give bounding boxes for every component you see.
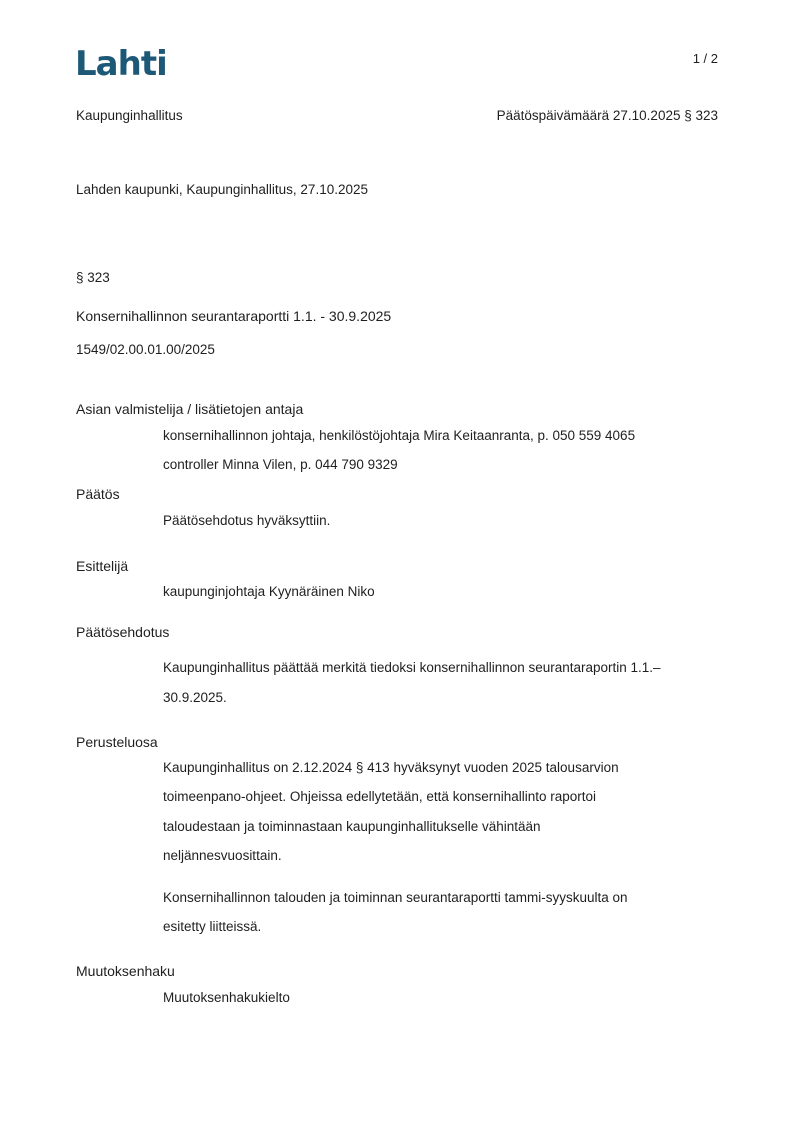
preparer-heading: Asian valmistelija / lisätietojen antaja: [76, 401, 304, 417]
decision-date-section: Päätöspäivämäärä 27.10.2025 § 323: [496, 108, 718, 123]
proposal-heading: Päätösehdotus: [76, 624, 170, 640]
rationale-p2-line-2: esitetty liitteissä.: [163, 919, 262, 934]
rationale-p2-line-1: Konsernihallinnon talouden ja toiminnan seurantaraportti tammi-syyskuulta on: [163, 890, 628, 905]
document-title: Konsernihallinnon seurantaraportti 1.1. - 30.9.2025: [76, 308, 392, 324]
decision-heading: Päätös: [76, 486, 120, 502]
page-number: 1 / 2: [692, 51, 718, 66]
rationale-p1-line-2: toimeenpano-ohjeet. Ohjeissa edellytetään, että konsernihallinto raportoi: [163, 789, 597, 804]
section-number: § 323: [76, 270, 110, 285]
record-number: 1549/02.00.01.00/2025: [76, 342, 215, 357]
meeting-line: Lahden kaupunki, Kaupunginhallitus, 27.10.2025: [76, 182, 368, 197]
rationale-heading: Perusteluosa: [76, 734, 158, 750]
appeal-text: Muutoksenhakukielto: [163, 990, 290, 1005]
decision-body: Kaupunginhallitus: [76, 108, 183, 123]
presenter-heading: Esittelijä: [76, 558, 129, 574]
proposal-line-2: 30.9.2025.: [163, 690, 227, 705]
decision-text: Päätösehdotus hyväksyttiin.: [163, 513, 331, 528]
rationale-p1-line-4: neljännesvuosittain.: [163, 848, 282, 863]
lahti-logo: Lahti: [75, 44, 167, 84]
rationale-p1-line-3: taloudestaan ja toiminnastaan kaupunginhallitukselle vähintään: [163, 819, 541, 834]
presenter-text: kaupunginjohtaja Kyynäräinen Niko: [163, 584, 375, 599]
appeal-heading: Muutoksenhaku: [76, 963, 175, 979]
proposal-line-1: Kaupunginhallitus päättää merkitä tiedoksi konsernihallinnon seurantaraportin 1.1.–: [163, 660, 661, 675]
preparer-line-2: controller Minna Vilen, p. 044 790 9329: [163, 457, 398, 472]
preparer-line-1: konsernihallinnon johtaja, henkilöstöjohtaja Mira Keitaanranta, p. 050 559 4065: [163, 428, 636, 443]
rationale-p1-line-1: Kaupunginhallitus on 2.12.2024 § 413 hyväksynyt vuoden 2025 talousarvion: [163, 760, 619, 775]
